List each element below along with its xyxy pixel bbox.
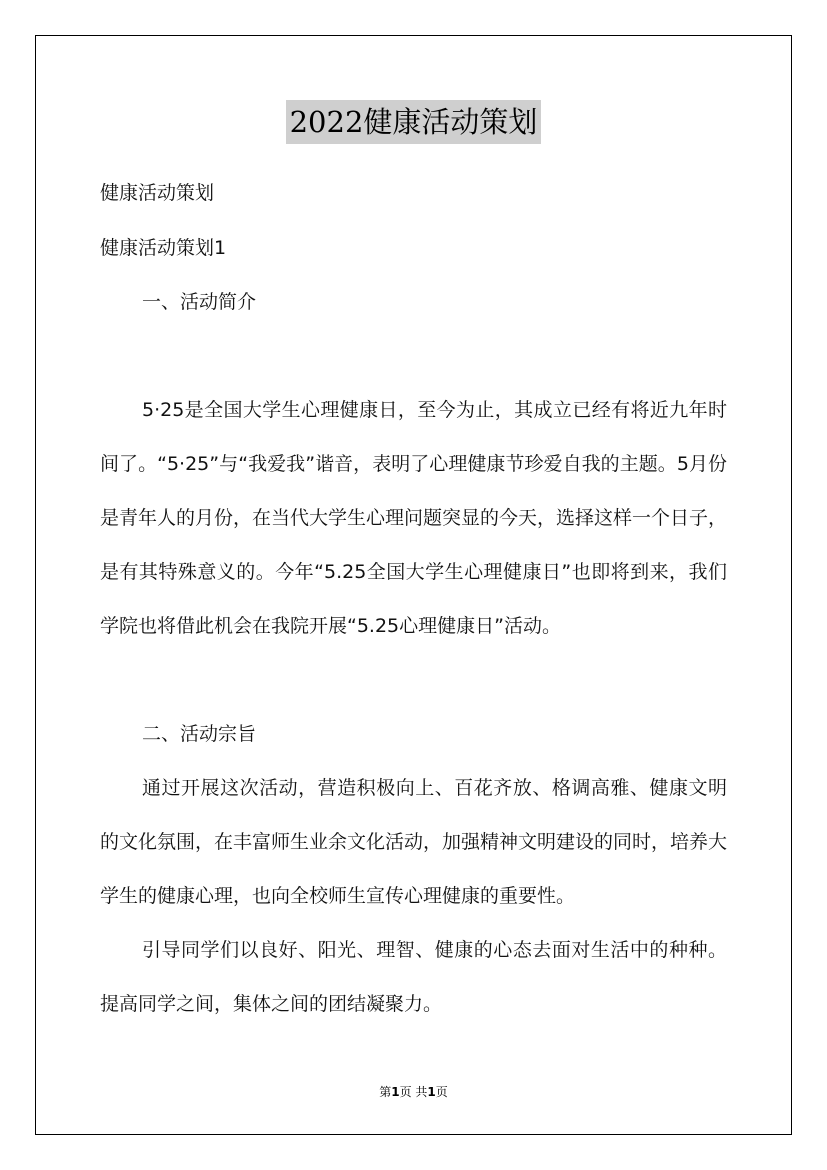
page-footer [0,1083,827,1100]
subtitle-line[interactable]: 健康活动策划 [100,182,215,204]
section-title-line[interactable]: 健康活动策划1 [100,237,227,259]
footer-page-current: 1 [391,1085,400,1099]
heading-intro[interactable]: 一、活动简介 [142,291,257,313]
title-container [0,100,827,144]
paragraph-guidance[interactable]: 引导同学们以良好、阳光、理智、健康的心态去面对生活中的种种。提高同学之间，集体之间的团结凝聚力。 [100,939,727,1015]
paragraph-purpose[interactable]: 通过开展这次活动，营造积极向上、百花齐放、格调高雅、健康文明的文化氛围，在丰富师生业余文化活动，加强精神文明建设的同时，培养大学生的健康心理，也向全校师生宣传心理健康的重要性。 [100,777,728,907]
footer-prefix: 第 [379,1085,392,1099]
footer-page-total: 1 [427,1085,436,1099]
paragraph-intro[interactable]: 5·25是全国大学生心理健康日，至今为止，其成立已经有将近九年时间了。“5·25”与“我爱我”谐音，表明了心理健康节珍爱自我的主题。5月份是青年人的月份，在当代大学生心理问题突显的今天，选择这样一个日子，是有其特殊意义的。今年“5.25全国大学生心理健康日”也即将到来，我们学院也将借此机会在我院开展“5.25心理健康日”活动。 [100,399,728,637]
heading-purpose[interactable]: 二、活动宗旨 [142,723,257,745]
document-title[interactable]: 2022健康活动策划 [286,100,542,144]
footer-suffix: 页 [435,1085,448,1099]
footer-mid: 页 共 [399,1085,428,1099]
